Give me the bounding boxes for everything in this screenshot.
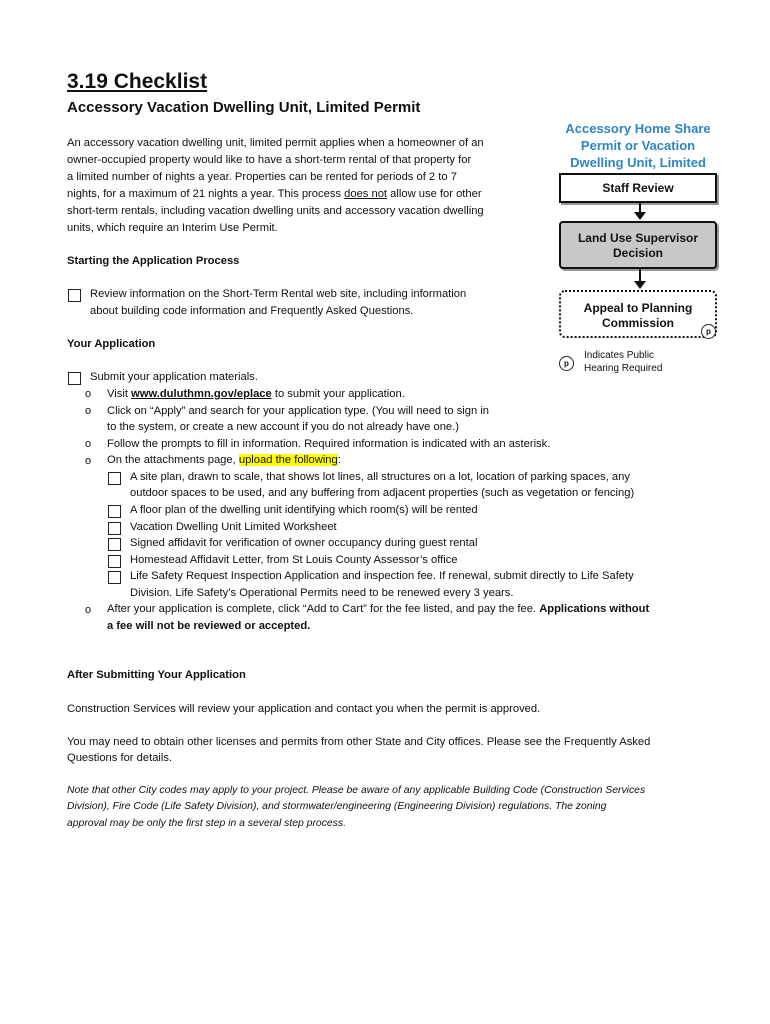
upload-checkbox[interactable] xyxy=(108,538,121,551)
appeal-box: Appeal to Planning Commission xyxy=(559,290,717,338)
cart-text-bold: a fee will not be reviewed or accepted. xyxy=(107,620,311,632)
upload-item: Homestead Affidavit Letter, from St Louis County Assessor’s office xyxy=(130,554,458,566)
upload-item: Signed affidavit for verification of owner occupancy during guest rental xyxy=(130,537,478,549)
cart-text: After your application is complete, click “Add to Cart” for the fee listed, and pay the fee. Applications without xyxy=(107,603,650,615)
note-text: Division), Fire Code (Life Safety Division), and stormwater/engineering (Engineering Division) regulations. The zoning xyxy=(67,801,607,812)
after-heading: After Submitting Your Application xyxy=(67,669,246,681)
intro-line: units, which require an Interim Use Permit. xyxy=(67,222,278,234)
bullet: o xyxy=(85,438,92,450)
upload-checkbox[interactable] xyxy=(108,472,121,485)
page-subtitle: Accessory Vacation Dwelling Unit, Limited Permit xyxy=(67,99,421,116)
apply-text: to the system, or create a new account if you do not already have one.) xyxy=(107,421,459,433)
upload-checkbox[interactable] xyxy=(108,505,121,518)
intro-line: short-term rentals, including vacation dwelling units and accessory vacation dwelling xyxy=(67,205,484,217)
review-checkbox[interactable] xyxy=(68,289,81,302)
review-text: Review information on the Short-Term Rental web site, including information xyxy=(90,288,467,300)
arrow-head-icon xyxy=(634,281,646,289)
upload-checkbox[interactable] xyxy=(108,522,121,535)
application-heading: Your Application xyxy=(67,338,156,350)
staff-review-box: Staff Review xyxy=(559,173,717,203)
intro-line: owner-occupied property would like to have a short-term rental of that property for xyxy=(67,154,472,166)
bullet: o xyxy=(85,405,92,417)
bullet: o xyxy=(85,455,92,467)
upload-item: Division. Life Safety’s Operational Permits need to be renewed every 3 years. xyxy=(130,587,514,599)
after-paragraph: Construction Services will review your application and contact you when the permit is approved. xyxy=(67,703,541,715)
submit-text: Submit your application materials. xyxy=(90,371,258,383)
attachments-text: On the attachments page, upload the following: xyxy=(107,454,341,466)
upload-item: A floor plan of the dwelling unit identifying which room(s) will be rented xyxy=(130,504,478,516)
licenses-paragraph: You may need to obtain other licenses and permits from other State and City offices. Please see the Frequently Asked xyxy=(67,736,651,748)
upload-checkbox[interactable] xyxy=(108,555,121,568)
eplace-link[interactable]: www.duluthmn.gov/eplace xyxy=(131,388,272,400)
arrow-head-icon xyxy=(634,212,646,220)
supervisor-decision-box: Land Use Supervisor Decision xyxy=(559,221,717,269)
page-title: 3.19 Checklist xyxy=(67,70,208,93)
bullet: o xyxy=(85,388,92,400)
flowchart-title: Accessory Home Share Permit or Vacation Dwelling Unit, Limited xyxy=(565,121,711,170)
public-hearing-icon: p xyxy=(701,324,716,339)
apply-text: Click on “Apply” and search for your application type. (You will need to sign in xyxy=(107,405,490,417)
visit-text: Visit www.duluthmn.gov/eplace to submit your application. xyxy=(107,388,405,400)
highlighted-text: upload the following xyxy=(238,454,338,466)
intro-line: An accessory vacation dwelling unit, limited permit applies when a homeowner of an xyxy=(67,137,484,149)
bullet: o xyxy=(85,604,92,616)
upload-item: Vacation Dwelling Unit Limited Worksheet xyxy=(130,521,337,533)
public-hearing-legend-icon: p xyxy=(559,356,574,371)
note-text: Note that other City codes may apply to your project. Please be aware of any applicable Building Code (Construction Services xyxy=(67,785,646,796)
submit-checkbox[interactable] xyxy=(68,372,81,385)
legend-text: Hearing Required xyxy=(584,363,663,374)
licenses-paragraph: Questions for details. xyxy=(67,752,173,764)
upload-item: A site plan, drawn to scale, that shows lot lines, all structures on a lot, location of parking spaces, any xyxy=(130,471,630,483)
review-text: about building code information and Frequently Asked Questions. xyxy=(90,305,414,317)
upload-item: outdoor spaces to be used, and any buffering from adjacent properties (such as vegetation or fencing) xyxy=(130,487,635,499)
intro-line: nights, for a maximum of 21 nights a year. This process does not allow use for other xyxy=(67,188,482,200)
starting-heading: Starting the Application Process xyxy=(67,255,240,267)
upload-item: Life Safety Request Inspection Application and inspection fee. If renewal, submit directly to Life Safety xyxy=(130,570,634,582)
note-text: approval may be only the first step in a several step process. xyxy=(67,818,346,829)
prompts-text: Follow the prompts to fill in information. Required information is indicated with an asterisk. xyxy=(107,438,551,450)
intro-line: a limited number of nights a year. Properties can be rented for periods of 2 to 7 xyxy=(67,171,457,183)
upload-checkbox[interactable] xyxy=(108,571,121,584)
legend-text: Indicates Public xyxy=(584,350,655,361)
does-not-emphasis: does not xyxy=(344,188,388,200)
